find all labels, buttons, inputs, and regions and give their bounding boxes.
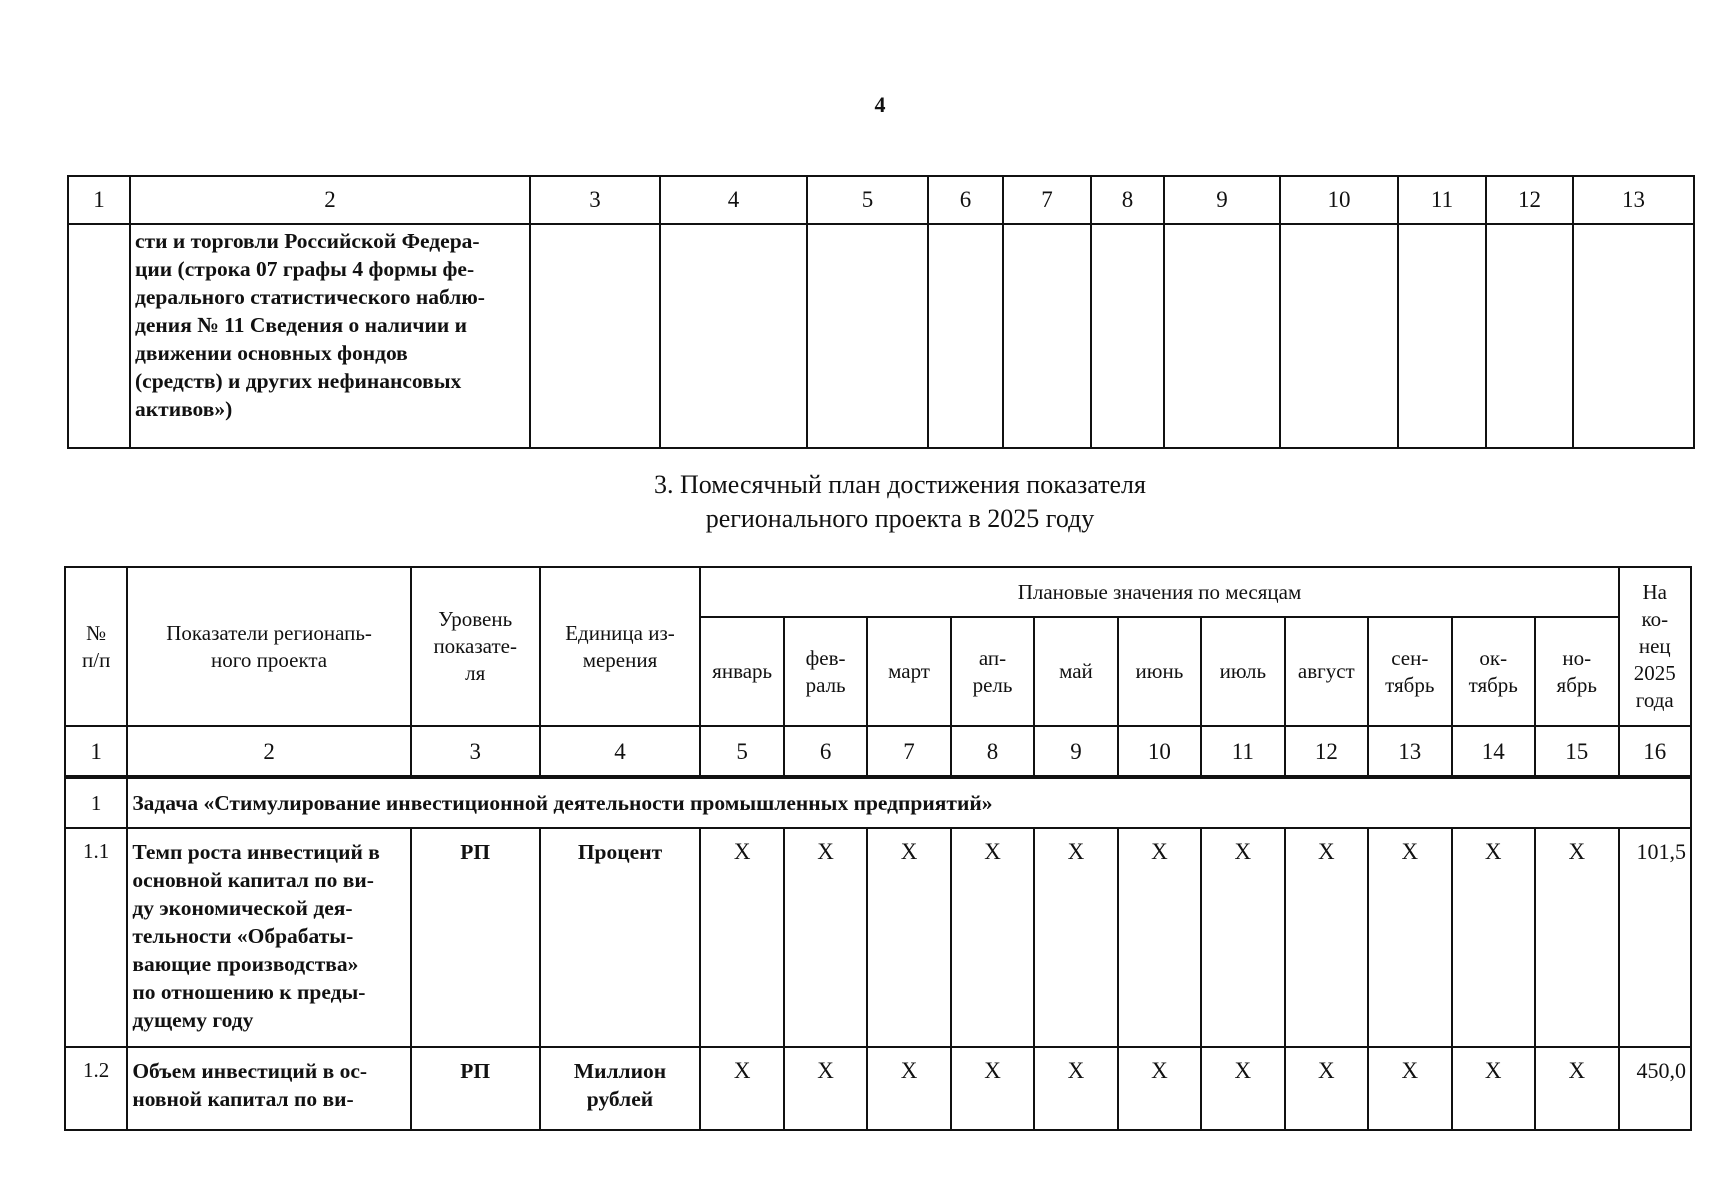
month-header: март — [867, 617, 950, 726]
month-header: май — [1034, 617, 1117, 726]
column-number: 9 — [1164, 176, 1280, 224]
month-value: Х — [1034, 828, 1117, 1047]
column-number: 7 — [1003, 176, 1091, 224]
column-number: 12 — [1486, 176, 1573, 224]
indicator-level: РП — [411, 828, 540, 1047]
column-number: 3 — [530, 176, 660, 224]
empty-cell — [1280, 224, 1398, 448]
month-header: фев- раль — [784, 617, 867, 726]
column-number: 11 — [1398, 176, 1486, 224]
empty-cell — [530, 224, 660, 448]
empty-cell — [928, 224, 1003, 448]
month-value: Х — [1535, 828, 1619, 1047]
month-value: Х — [1034, 1047, 1117, 1130]
continuation-table — [67, 175, 1695, 449]
table-row — [65, 1047, 1691, 1130]
column-number: 10 — [1118, 726, 1201, 777]
column-number: 9 — [1034, 726, 1117, 777]
month-value: Х — [1368, 1047, 1451, 1130]
unit-of-measure: Миллион рублей — [540, 1047, 701, 1130]
column-number: 16 — [1619, 726, 1691, 777]
column-number: 4 — [660, 176, 807, 224]
empty-cell — [1164, 224, 1280, 448]
header-plan-values: Плановые значения по месяцам — [700, 567, 1618, 617]
month-value: Х — [700, 828, 783, 1047]
indicator-name: Объем инвестиций в ос- новной капитал по ви- — [127, 1047, 411, 1130]
plan-header-row — [65, 567, 1691, 617]
month-value: Х — [867, 828, 950, 1047]
monthly-plan-table — [64, 566, 1692, 1131]
month-header: июль — [1201, 617, 1284, 726]
column-number: 5 — [807, 176, 928, 224]
continuation-data-row — [68, 224, 1694, 448]
header-indicator: Показатели регионапь- ного проекта — [127, 567, 411, 726]
month-value: Х — [1118, 828, 1201, 1047]
column-number: 2 — [130, 176, 530, 224]
month-value: Х — [1368, 828, 1451, 1047]
column-number: 7 — [867, 726, 950, 777]
month-header: ап- рель — [951, 617, 1034, 726]
task-number: 1 — [65, 777, 127, 828]
header-level: Уровень показате- ля — [411, 567, 540, 726]
year-end-value: 101,5 — [1619, 828, 1691, 1047]
column-number: 13 — [1368, 726, 1451, 777]
indicator-level: РП — [411, 1047, 540, 1130]
month-value: Х — [1285, 1047, 1368, 1130]
column-numbers-row — [65, 726, 1691, 777]
month-header: август — [1285, 617, 1368, 726]
month-value: Х — [1201, 1047, 1284, 1130]
month-value: Х — [784, 1047, 867, 1130]
continuation-header-row — [68, 176, 1694, 224]
month-header: июнь — [1118, 617, 1201, 726]
column-number: 6 — [784, 726, 867, 777]
year-end-value: 450,0 — [1619, 1047, 1691, 1130]
header-unit: Единица из- мерения — [540, 567, 701, 726]
month-header: январь — [700, 617, 783, 726]
indicator-name: Темп роста инвестиций в основной капитал по ви- ду экономической дея- тельности «Обрабаты- вающие производства» по отношению к преды- дущему году — [127, 828, 411, 1047]
row-number: 1.2 — [65, 1047, 127, 1130]
header-year-end: На ко- нец 2025 года — [1619, 567, 1691, 726]
column-number: 15 — [1535, 726, 1619, 777]
month-value: Х — [1201, 828, 1284, 1047]
month-value: Х — [784, 828, 867, 1047]
section-title — [400, 468, 1400, 536]
month-value: Х — [1285, 828, 1368, 1047]
unit-of-measure: Процент — [540, 828, 701, 1047]
empty-cell — [1573, 224, 1694, 448]
month-value: Х — [951, 828, 1034, 1047]
section-title-line: 3. Помесячный план достижения показателя — [654, 470, 1146, 499]
page-number: 4 — [874, 92, 886, 117]
column-number: 1 — [65, 726, 127, 777]
empty-cell — [1398, 224, 1486, 448]
empty-cell — [68, 224, 130, 448]
column-number: 13 — [1573, 176, 1694, 224]
column-number: 10 — [1280, 176, 1398, 224]
empty-cell — [660, 224, 807, 448]
column-number: 12 — [1285, 726, 1368, 777]
table-row — [65, 828, 1691, 1047]
column-number: 8 — [1091, 176, 1164, 224]
month-value: Х — [867, 1047, 950, 1130]
column-number: 11 — [1201, 726, 1284, 777]
empty-cell — [1003, 224, 1091, 448]
column-number: 6 — [928, 176, 1003, 224]
section-title-line: регионального проекта в 2025 году — [705, 504, 1095, 533]
month-header: но- ябрь — [1535, 617, 1619, 726]
column-number: 2 — [127, 726, 411, 777]
column-number: 14 — [1452, 726, 1535, 777]
task-row — [65, 777, 1691, 828]
continuation-text: сти и торговли Российской Федера- ции (строка 07 графы 4 формы фе- дерального статистического наблю- дения № 11 Сведения о наличии и движении основных фондов (средств) и других нефинансовых активов») — [130, 224, 530, 448]
column-number: 5 — [700, 726, 783, 777]
row-number: 1.1 — [65, 828, 127, 1047]
month-value: Х — [1452, 828, 1535, 1047]
column-number: 4 — [540, 726, 701, 777]
month-value: Х — [1118, 1047, 1201, 1130]
column-number: 1 — [68, 176, 130, 224]
month-header: ок- тябрь — [1452, 617, 1535, 726]
month-value: Х — [1452, 1047, 1535, 1130]
empty-cell — [1486, 224, 1573, 448]
column-number: 3 — [411, 726, 540, 777]
empty-cell — [1091, 224, 1164, 448]
empty-cell — [807, 224, 928, 448]
month-header: сен- тябрь — [1368, 617, 1451, 726]
header-row-number: № п/п — [65, 567, 127, 726]
month-value: Х — [700, 1047, 783, 1130]
task-title: Задача «Стимулирование инвестиционной деятельности промышленных предприятий» — [127, 777, 1691, 828]
month-value: Х — [951, 1047, 1034, 1130]
month-value: Х — [1535, 1047, 1619, 1130]
column-number: 8 — [951, 726, 1034, 777]
